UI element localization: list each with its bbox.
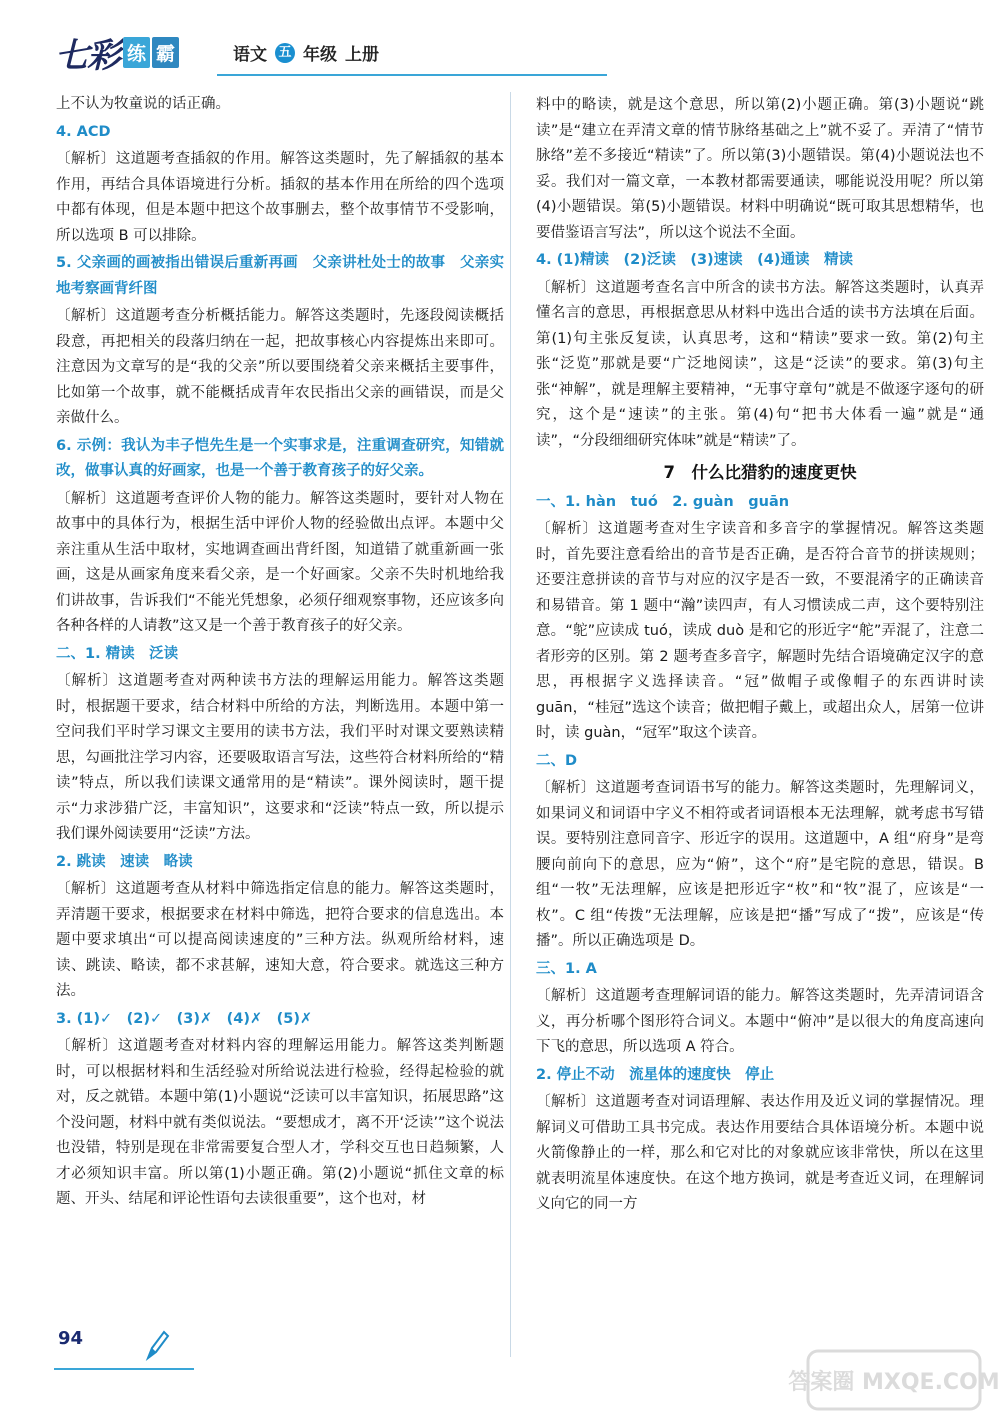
left-paragraph-6: 〔解析〕这道题考查评价人物的能力。解答这类题时，要针对人物在故事中的具体行为，根据生活中评价人物的经验做出点评。本题中父亲注重从生活中取材，实地调查画出背纤图，知道错了就重新画一张画，这是从画家角度来看父亲，是一个好画家。父亲不失时机地给我们讲故事，告诉我们“不能光凭想象，必须仔细观察事物，还应该多向各种各样的人请教”这又是一个善于教育孩子的好父亲。	[56, 490, 504, 634]
left-answer-1: 4. ACD	[56, 123, 111, 140]
left-paragraph-4: 〔解析〕这道题考查分析概括能力。解答这类题时，先逐段阅读概括段意，再把相关的段落归纳在一起，把故事核心内容提炼出来即可。注意因为文章写的是“我的父亲”所以要围绕着父亲来概括主要事件，比如第一个故事，就不能概括成青年农民指出父亲的画错误，而是父亲做什么。	[56, 308, 504, 426]
left-answer-11: 3. (1)✓ (2)✓ (3)✗ (4)✗ (5)✗	[56, 1010, 313, 1027]
left-answer-7: 二、1. 精读 泛读	[56, 645, 179, 662]
logo-box-1: 练	[123, 37, 150, 68]
watermark-text: 答案圈 MXQE.COM	[788, 1370, 1000, 1395]
grade-label: 年级	[303, 45, 337, 65]
left-answer-3: 5. 父亲画的画被指出错误后重新再画 父亲讲杜处士的故事 父亲实地考察画背纤图	[56, 255, 504, 297]
right-paragraph-5: 〔解析〕这道题考查对生字读音和多音字的掌握情况。解答这类题时，首先要注意看给出的音节是否正确，是否符合音节的拼读规则；还要注意拼读的音节与对应的汉字是否一致，不要混淆字的正确读音和易错音。第 1 题中“瀚”读四声，有人习惯读成二声，这个要特别注意。“鸵”应读成 tuó，读成 duò 是和它的形近字“舵”弄混了，注意二者形旁的区别。第 2 题考查多音字，解题时先结合语境确定汉字的意思，再根据字义选择读音。“冠”做帽子或像帽子的东西讲时读 guān，“桂冠”选这个读音；做把帽子戴上，或超出众人，居第一位讲时，读 guàn，“冠军”取这个读音。	[536, 521, 984, 741]
left-answer-9: 2. 跳读 速读 略读	[56, 853, 193, 870]
right-answer-10: 2. 停止不动 流星体的速度快 停止	[536, 1066, 775, 1083]
right-answer-1: 4. (1)精读 (2)泛读 (3)速读 (4)通读 精读	[536, 252, 854, 268]
page-number: 94	[58, 1328, 84, 1349]
left-answer-5: 6. 示例：我认为丰子恺先生是一个实事求是，注重调查研究，知错就改，做事认真的好画家，也是一个善于教育孩子的好父亲。	[56, 437, 504, 479]
logo-box-2: 霸	[152, 37, 179, 68]
column-divider	[510, 92, 511, 1357]
left-paragraph-2: 〔解析〕这道题考查插叙的作用。解答这类题时，先了解插叙的基本作用，再结合具体语境进行分析。插叙的基本作用在所给的四个选项中都有体现，但是本题中把这个故事删去，整个故事情节不受影响，所以选项 B 可以排除。	[56, 151, 504, 244]
left-column	[56, 92, 504, 1213]
page-header	[55, 28, 555, 80]
left-paragraph-8: 〔解析〕这道题考查对两种读书方法的理解运用能力。解答这类题时，根据题干要求，结合材料中所给的方法，判断选用。本题中第一空问我们平时学习课文主要用的读书方法，我们平时对课文要熟读精思，勾画批注学习内容，还要吸取语言写法，这些符合材料所给的“精读”特点，所以我们读课文通常用的是“精读”。课外阅读时，题干提示“力求涉猎广泛，丰富知识”，这要求和“泛读”特点一致，所以提示我们课外阅读要用“泛读”方法。	[56, 673, 504, 842]
logo-main-text: 七彩	[55, 35, 119, 76]
right-paragraph-0: 料中的略读，就是这个意思，所以第(2)小题正确。第(3)小题说“跳读”是“建立在弄清文章的情节脉络基础之上”就不妥了。弄清了“情节脉络”差不多接近“精读”了。所以第(3)小题错误。第(4)小题说法也不妥。我们对一篇文章，一本教材都需要通读，哪能说没用呢？所以第(4)小题错误。第(5)小题错误。材料中明确说“既可取其思想精华，也要借鉴语言写法”，所以这个说法不全面。	[536, 97, 984, 241]
left-paragraph-10: 〔解析〕这道题考查从材料中筛选指定信息的能力。解答这类题时，弄清题干要求，根据要求在材料中筛选，把符合要求的信息选出。本题中要求填出“可以提高阅读速度的”三种方法。纵观所给材料，速读、跳读、略读，都不求甚解，速知大意，符合要求。就选这三种方法。	[56, 881, 504, 999]
grade-badge: 五	[275, 43, 295, 63]
right-answer-6: 二、D	[536, 752, 578, 769]
right-answer-8: 三、1. A	[536, 960, 597, 977]
footer-rule	[54, 1368, 194, 1370]
volume-label: 上册	[345, 45, 379, 65]
right-paragraph-7: 〔解析〕这道题考查词语书写的能力。解答这类题时，先理解词义，如果词义和词语中字义不相符或者词语根本无法理解，就考虑书写错误。要特别注意同音字、形近字的误用。这道题中，A 组“府身”是弯腰向前向下的意思，应为“俯”，这个“府”是宅院的意思，错误。B 组“一牧”无法理解，应该是把形近字“枚”和“牧”混了，应该是“一枚”。C 组“传拨”无法理解，应该是把“播”写成了“拨”，应该是“传播”。所以正确选项是 D。	[536, 780, 984, 949]
right-paragraph-11: 〔解析〕这道题考查对词语理解、表达作用及近义词的掌握情况。理解词义可借助工具书完成。表达作用要结合具体语境分析。本题中说火箭像静止的一样，那么和它对比的对象就应该非常快，所以在这里就表明流星体速度快。在这个地方换词，就是考查近义词，在理解词义向它的同一方	[536, 1094, 984, 1212]
right-chapter-title-3: 7 什么比猎豹的速度更快	[663, 463, 857, 482]
subject-line	[233, 40, 379, 65]
left-paragraph-0: 上不认为牧童说的话正确。	[56, 96, 230, 112]
subject-label: 语文	[233, 45, 267, 65]
right-paragraph-9: 〔解析〕这道题考查理解词语的能力。解答这类题时，先弄清词语含义，再分析哪个图形符合词义。本题中“俯冲”是以很大的角度高速向下飞的意思，所以选项 A 符合。	[536, 988, 984, 1055]
right-paragraph-2: 〔解析〕这道题考查名言中所含的读书方法。解答这类题时，认真弄懂名言的意思，再根据意思从材料中选出合适的读书方法填在后面。第(1)句主张反复读，认真思考，这和“精读”要求一致。第(2)句主张“泛览”那就是要“广泛地阅读”，这是“泛读”的要求。第(3)句主张“神解”，就是理解主要精神，“无事守章句”就是不做逐字逐句的研究，这个是“速读”的主张。第(4)句“把书大体看一遍”就是“通读”，“分段细细研究体味”就是“精读”了。	[536, 279, 984, 449]
page-footer	[58, 1328, 168, 1378]
watermark-logo	[788, 1345, 1000, 1415]
header-rule	[217, 74, 607, 76]
right-column	[536, 93, 984, 1218]
brand-logo	[55, 28, 179, 76]
pencil-icon	[144, 1328, 170, 1366]
left-paragraph-12: 〔解析〕这道题考查对材料内容的理解运用能力。解答这类判断题时，可以根据材料和生活经验对所给说法进行检验，经得起检验的就对，反之就错。本题中第(1)小题说“泛读可以丰富知识，拓展思路”这个没问题，材料中就有类似说法。“要想成才，离不开‘泛读’”这个说法也没错，特别是现在非常需要复合型人才，学科交互也日趋频繁，人才必须知识丰富。所以第(1)小题正确。第(2)小题说“抓住文章的标题、开头、结尾和评论性语句去读很重要”，这个也对，材	[56, 1038, 504, 1207]
right-answer-4: 一、1. hàn tuó 2. guàn guān	[536, 493, 790, 510]
